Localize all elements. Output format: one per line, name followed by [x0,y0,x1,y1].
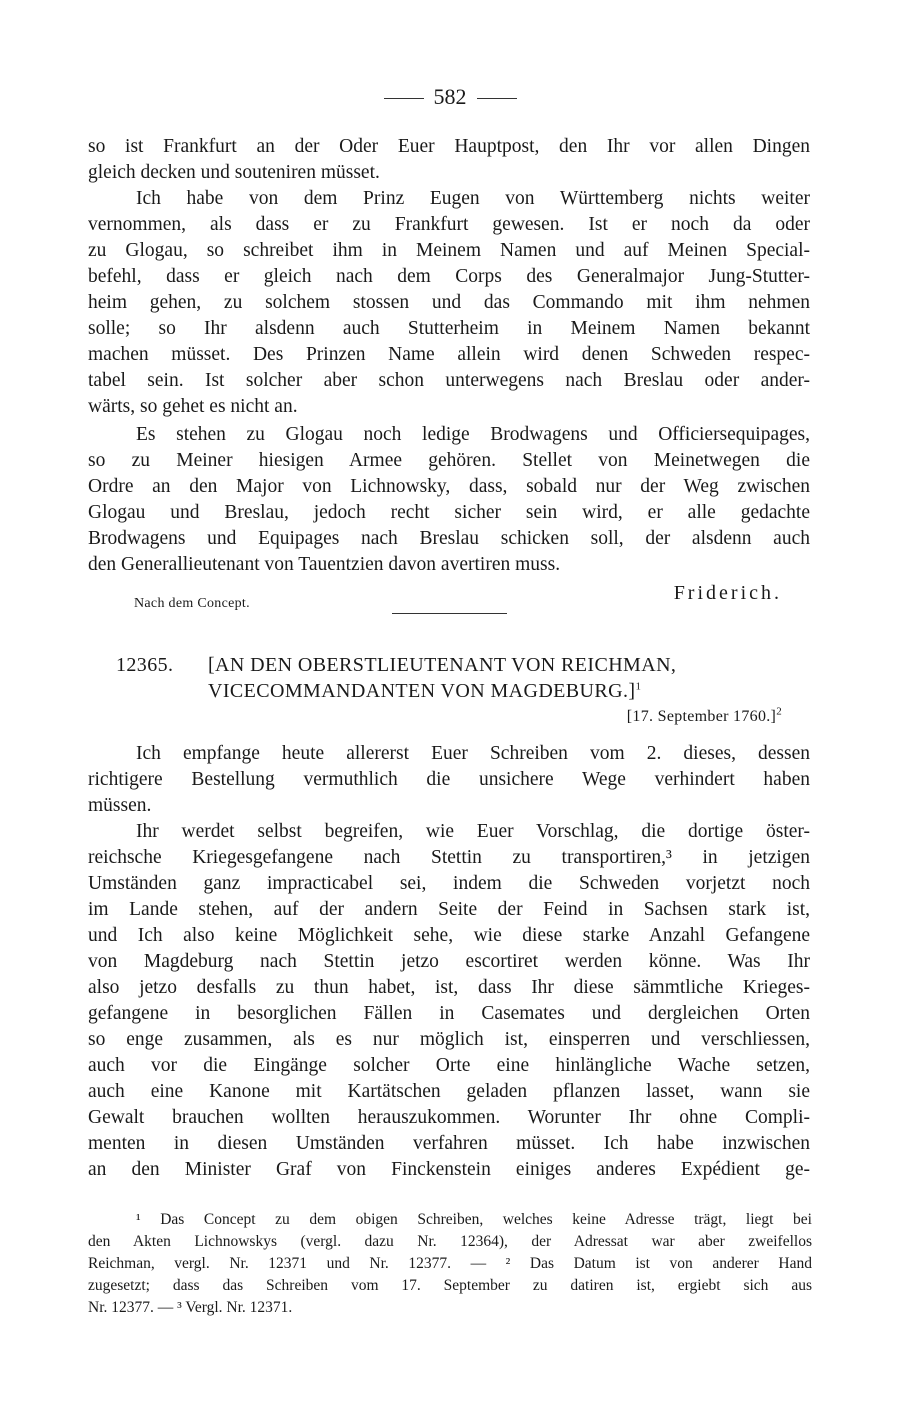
document-date [626,705,782,726]
header-dash-right [477,98,517,99]
heading-line-2: VICECOMMANDANTEN VON MAGDEBURG.] [208,680,636,702]
text-line: Ihr werdet selbst begreifen, wie Euer Vorschlag, die dortige öster- [136,821,810,842]
text-line: befehl, dass er gleich nach dem Corps des Generalmajor Jung-Stutter- [88,266,810,287]
text-line: so enge zusammen, als es nur möglich ist, einsperren und verschliessen, [88,1029,810,1050]
footnote-ref: 2 [776,705,782,718]
text-line: also jetzo desfalls zu thun habet, ist, dass Ihr diese sämmtliche Krieges- [88,977,810,998]
text-line: müssen. [88,795,152,816]
text-line: Ich habe von dem Prinz Eugen von Württemberg nichts weiter [136,188,810,209]
text-line: Glogau und Breslau, jedoch recht sicher sein wird, er alle gedachte [88,502,810,523]
footnote-line: den Akten Lichnowskys (vergl. dazu Nr. 12364), der Adressat war aber zweifellos [88,1233,812,1250]
date-text: [17. September 1760.] [626,708,777,725]
footnote-ref: 1 [635,680,642,693]
text-line: Umständen ganz impracticabel sei, indem die Schweden vorjetzt noch [88,873,810,894]
text-line: heim gehen, zu solchem stossen und das Commando mit ihm nehmen [88,292,810,313]
text-line: vernommen, als dass er zu Frankfurt gewesen. Ist er noch da oder [88,214,810,235]
source-note: Nach dem Concept. [134,596,250,611]
text-line: reichsche Kriegesgefangene nach Stettin zu transportiren,³ in jetzigen [88,847,810,868]
document-number: 12365. [116,654,174,676]
text-line: tabel sein. Ist solcher aber schon unterwegens nach Breslau oder ander- [88,370,810,391]
text-line: richtigere Bestellung vermuthlich die unsichere Wege verhindert haben [88,769,810,790]
footnotes [88,1209,812,1319]
page-header [0,84,900,110]
text-line: zu Glogau, so schreibet ihm in Meinem Namen und auf Meinen Special- [88,240,810,261]
text-line: und Ich also keine Möglichkeit sehe, wie diese starke Anzahl Gefangene [88,925,810,946]
text-line: auch vor die Eingänge solcher Orte eine hinlängliche Wache setzen, [88,1055,810,1076]
text-line: Es stehen zu Glogau noch ledige Brodwagens und Officiersequipages, [136,424,810,445]
footnote-line: ¹ Das Concept zu dem obigen Schreiben, welches keine Adresse trägt, liegt bei [136,1211,812,1228]
paragraph-brodwagens [88,422,810,578]
text-line: menten in diesen Umständen verfahren müsset. Ich habe inzwischen [88,1133,810,1154]
signature: Friderich. [673,582,782,604]
document-heading [116,652,676,704]
text-line: Ich empfange heute allererst Euer Schreiben vom 2. dieses, dessen [136,743,810,764]
text-line: solle; so Ihr alsdenn auch Stutterheim in Meinem Namen bekannt [88,318,810,339]
paragraph-continuation [88,134,810,186]
heading-line-1: [AN DEN OBERSTLIEUTENANT VON REICHMAN, [208,654,677,676]
text-line: machen müsset. Des Prinzen Name allein wird denen Schweden respec- [88,344,810,365]
footnote-line: Nr. 12377. — ³ Vergl. Nr. 12371. [88,1299,293,1316]
text-line: an den Minister Graf von Finckenstein einiges anderes Expédient ge- [88,1159,810,1180]
paragraph-kriegesgefangene [88,819,810,1183]
text-line: den Generallieutenant von Tauentzien davon avertiren muss. [88,554,561,575]
footnote-line: Reichman, vergl. Nr. 12371 und Nr. 12377. — ² Das Datum ist von anderer Hand [88,1255,812,1272]
text-line: gefangene in besorglichen Fällen in Casemates und dergleichen Orten [88,1003,810,1024]
text-line: gleich decken und souteniren müsset. [88,162,380,183]
page-number: 582 [433,84,467,109]
paragraph-schreiben [88,741,810,819]
text-line: Brodwagens und Equipages nach Breslau schicken soll, der alsdenn auch [88,528,810,549]
paragraph-prinz-eugen [88,186,810,420]
text-line: von Magdeburg nach Stettin jetzo escortiret werden könne. Was Ihr [88,951,810,972]
footnote-line: zugesetzt; dass das Schreiben vom 17. September zu datiren ist, ergiebt sich aus [88,1277,812,1294]
text-line: so ist Frankfurt an der Oder Euer Hauptpost, den Ihr vor allen Dingen [88,136,810,157]
header-dash-left [384,98,424,99]
text-line: Ordre an den Major von Lichnowsky, dass, sobald nur der Weg zwischen [88,476,810,497]
text-line: wärts, so gehet es nicht an. [88,396,298,417]
text-line: so zu Meiner hiesigen Armee gehören. Stellet von Meinetwegen die [88,450,810,471]
text-line: auch eine Kanone mit Kartätschen geladen pflanzen lasset, wann sie [88,1081,810,1102]
text-line: Gewalt brauchen wollten herauszukommen. Worunter Ihr ohne Compli- [88,1107,810,1128]
text-line: im Lande stehen, auf der andern Seite der Feind in Sachsen stark ist, [88,899,810,920]
section-divider [392,613,507,614]
